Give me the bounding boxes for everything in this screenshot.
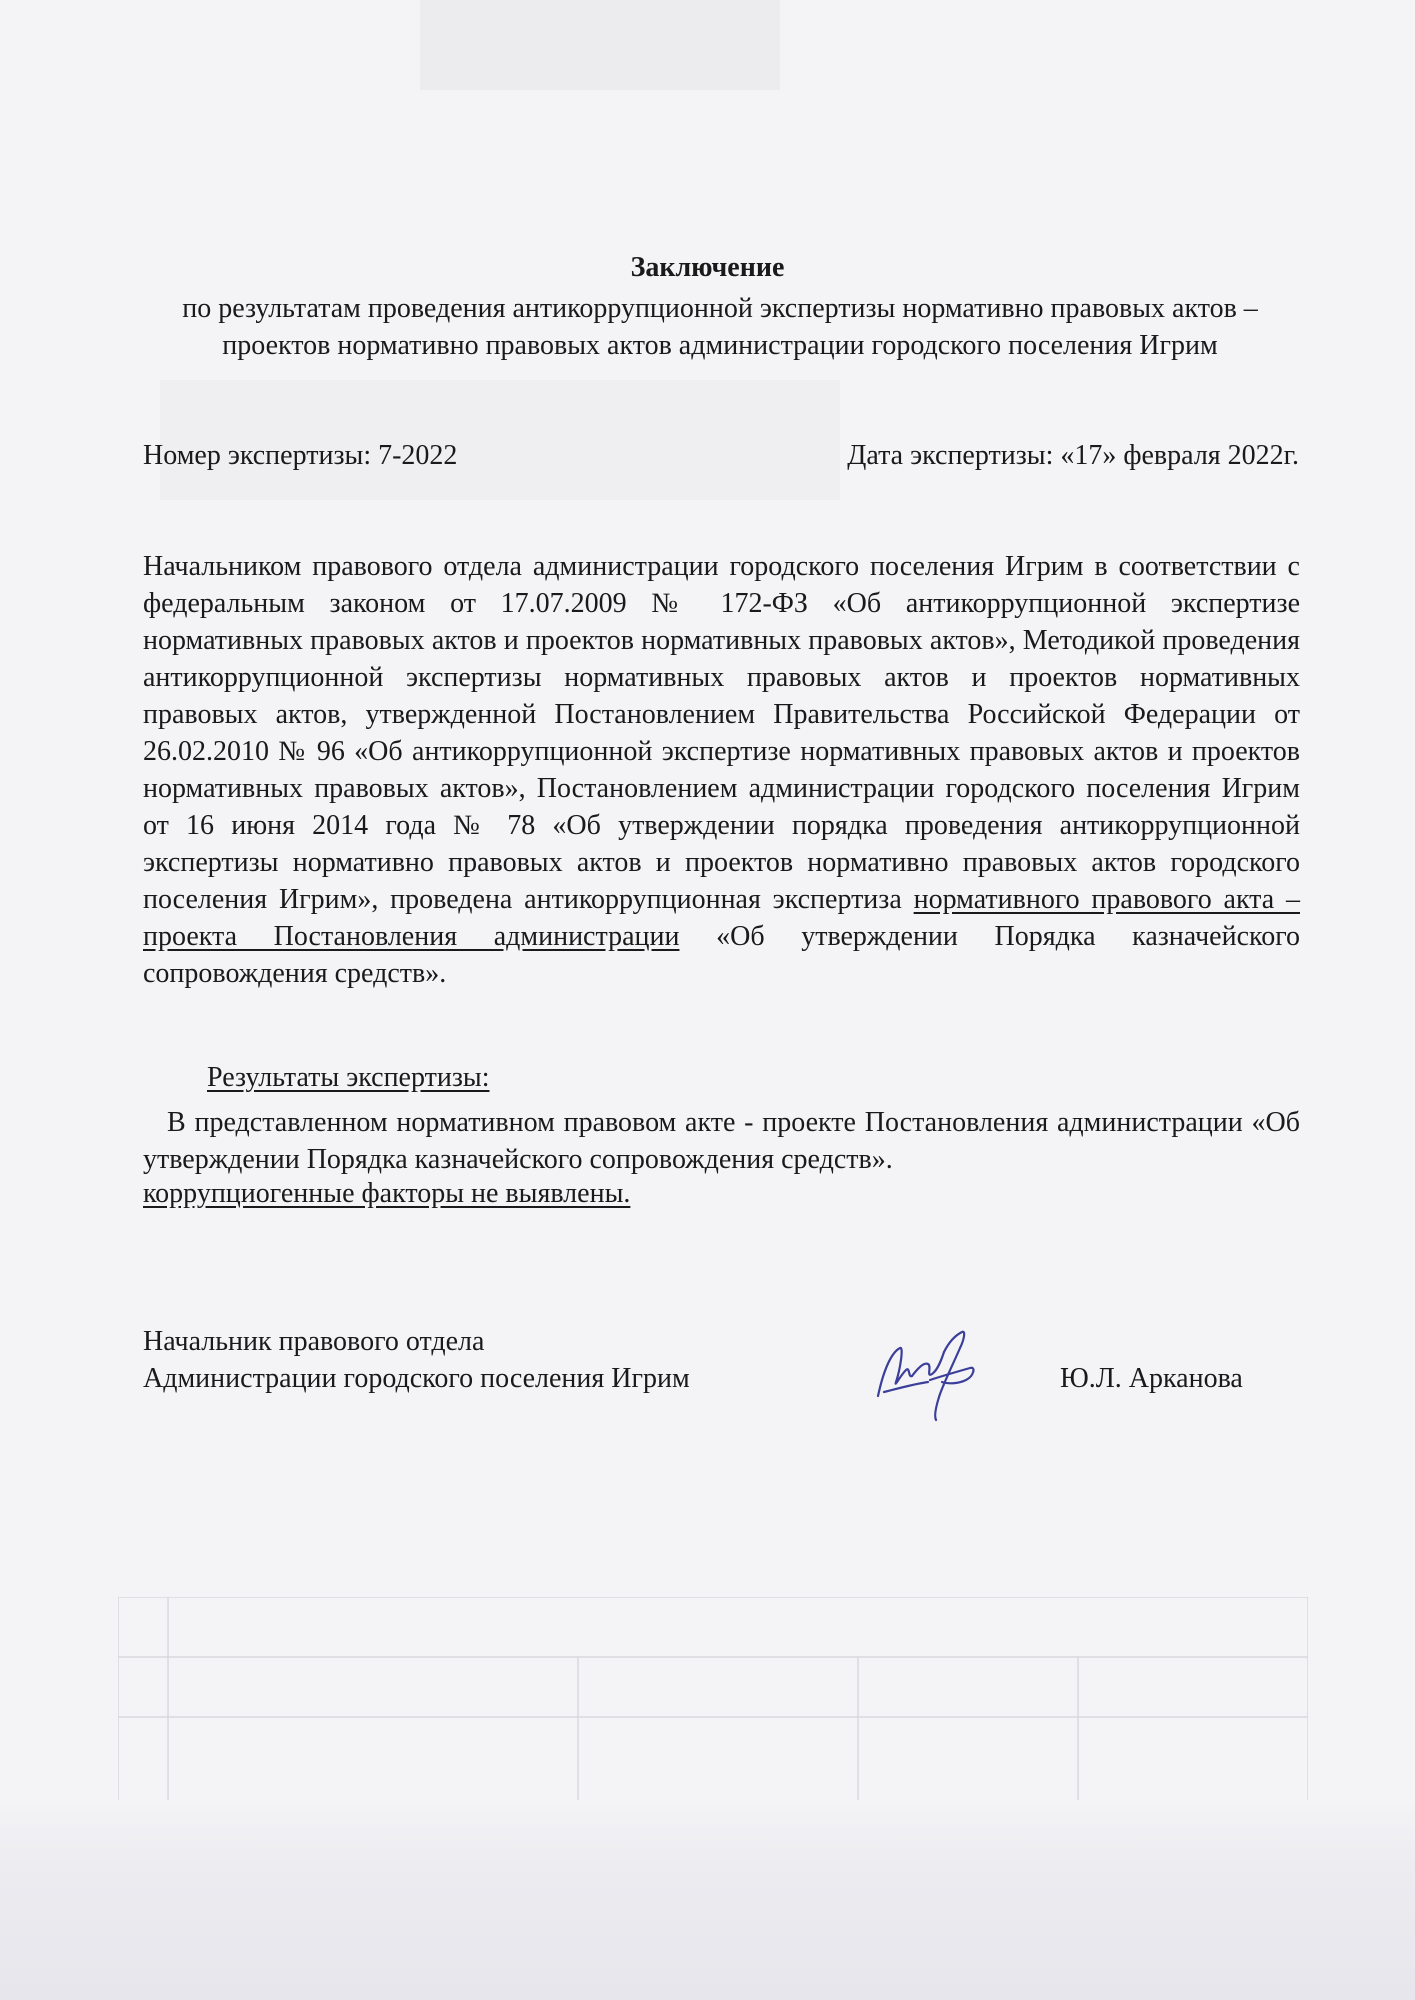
- expertise-date: Дата экспертизы: «17» февраля 2022г.: [847, 440, 1299, 471]
- results-heading: Результаты экспертизы:: [207, 1062, 490, 1093]
- signatory-position-line-2: Администрации городского поселения Игрим: [143, 1363, 690, 1394]
- document-subtitle: по результатам проведения антикоррупционной экспертизы нормативно правовых актов – проектов нормативно правовых актов администрации городского поселения Игрим: [182, 293, 1258, 361]
- expertise-number: Номер экспертизы: 7-2022: [143, 440, 458, 471]
- body-tail-text: «Об утверждении Порядка казначейского сопровождения средств».: [143, 921, 1300, 989]
- body-main-text: Начальником правового отдела администрации городского поселения Игрим в соответствии с федеральным законом от 17.07.2009 № 172-ФЗ «Об антикоррупционной экспертизе нормативных правовых актов и проектов нормативных правовых актов», Методикой проведения антикоррупционной экспертизы нормативных правовых актов и проектов нормативных правовых актов, утвержденной Постановлением Правительства Российской Федерации от 26.02.2010 № 96 «Об антикоррупционной экспертизе нормативных правовых актов и проектов нормативных правовых актов», Постановлением администрации городского поселения Игрим от 16 июня 2014 года № 78 «Об утверждении порядка проведения антикоррупционной экспертизы нормативно правовых актов и проектов нормативно правовых актов городского поселения Игрим», проведена антикоррупционная экспертиза: [143, 551, 1300, 915]
- signatory-name: Ю.Л. Арканова: [1060, 1363, 1243, 1394]
- body-paragraph: [143, 548, 1300, 992]
- body-underlined-text: нормативного правового акта – проекта Постановления администрации: [143, 884, 1300, 952]
- scan-bottom-shade: [0, 1800, 1415, 2000]
- handwritten-signature: [870, 1318, 990, 1428]
- document-title: Заключение: [630, 252, 785, 283]
- signatory-position-line-1: Начальник правового отдела: [143, 1326, 485, 1357]
- show-through-shade: [420, 0, 780, 90]
- results-body: В представленном нормативном правовом акте - проекте Постановления администрации «Об утверждении Порядка казначейского сопровождения средств».: [143, 1107, 1300, 1175]
- show-through-table: [118, 1597, 1308, 1809]
- results-conclusion: коррупциогенные факторы не выявлены.: [143, 1178, 631, 1209]
